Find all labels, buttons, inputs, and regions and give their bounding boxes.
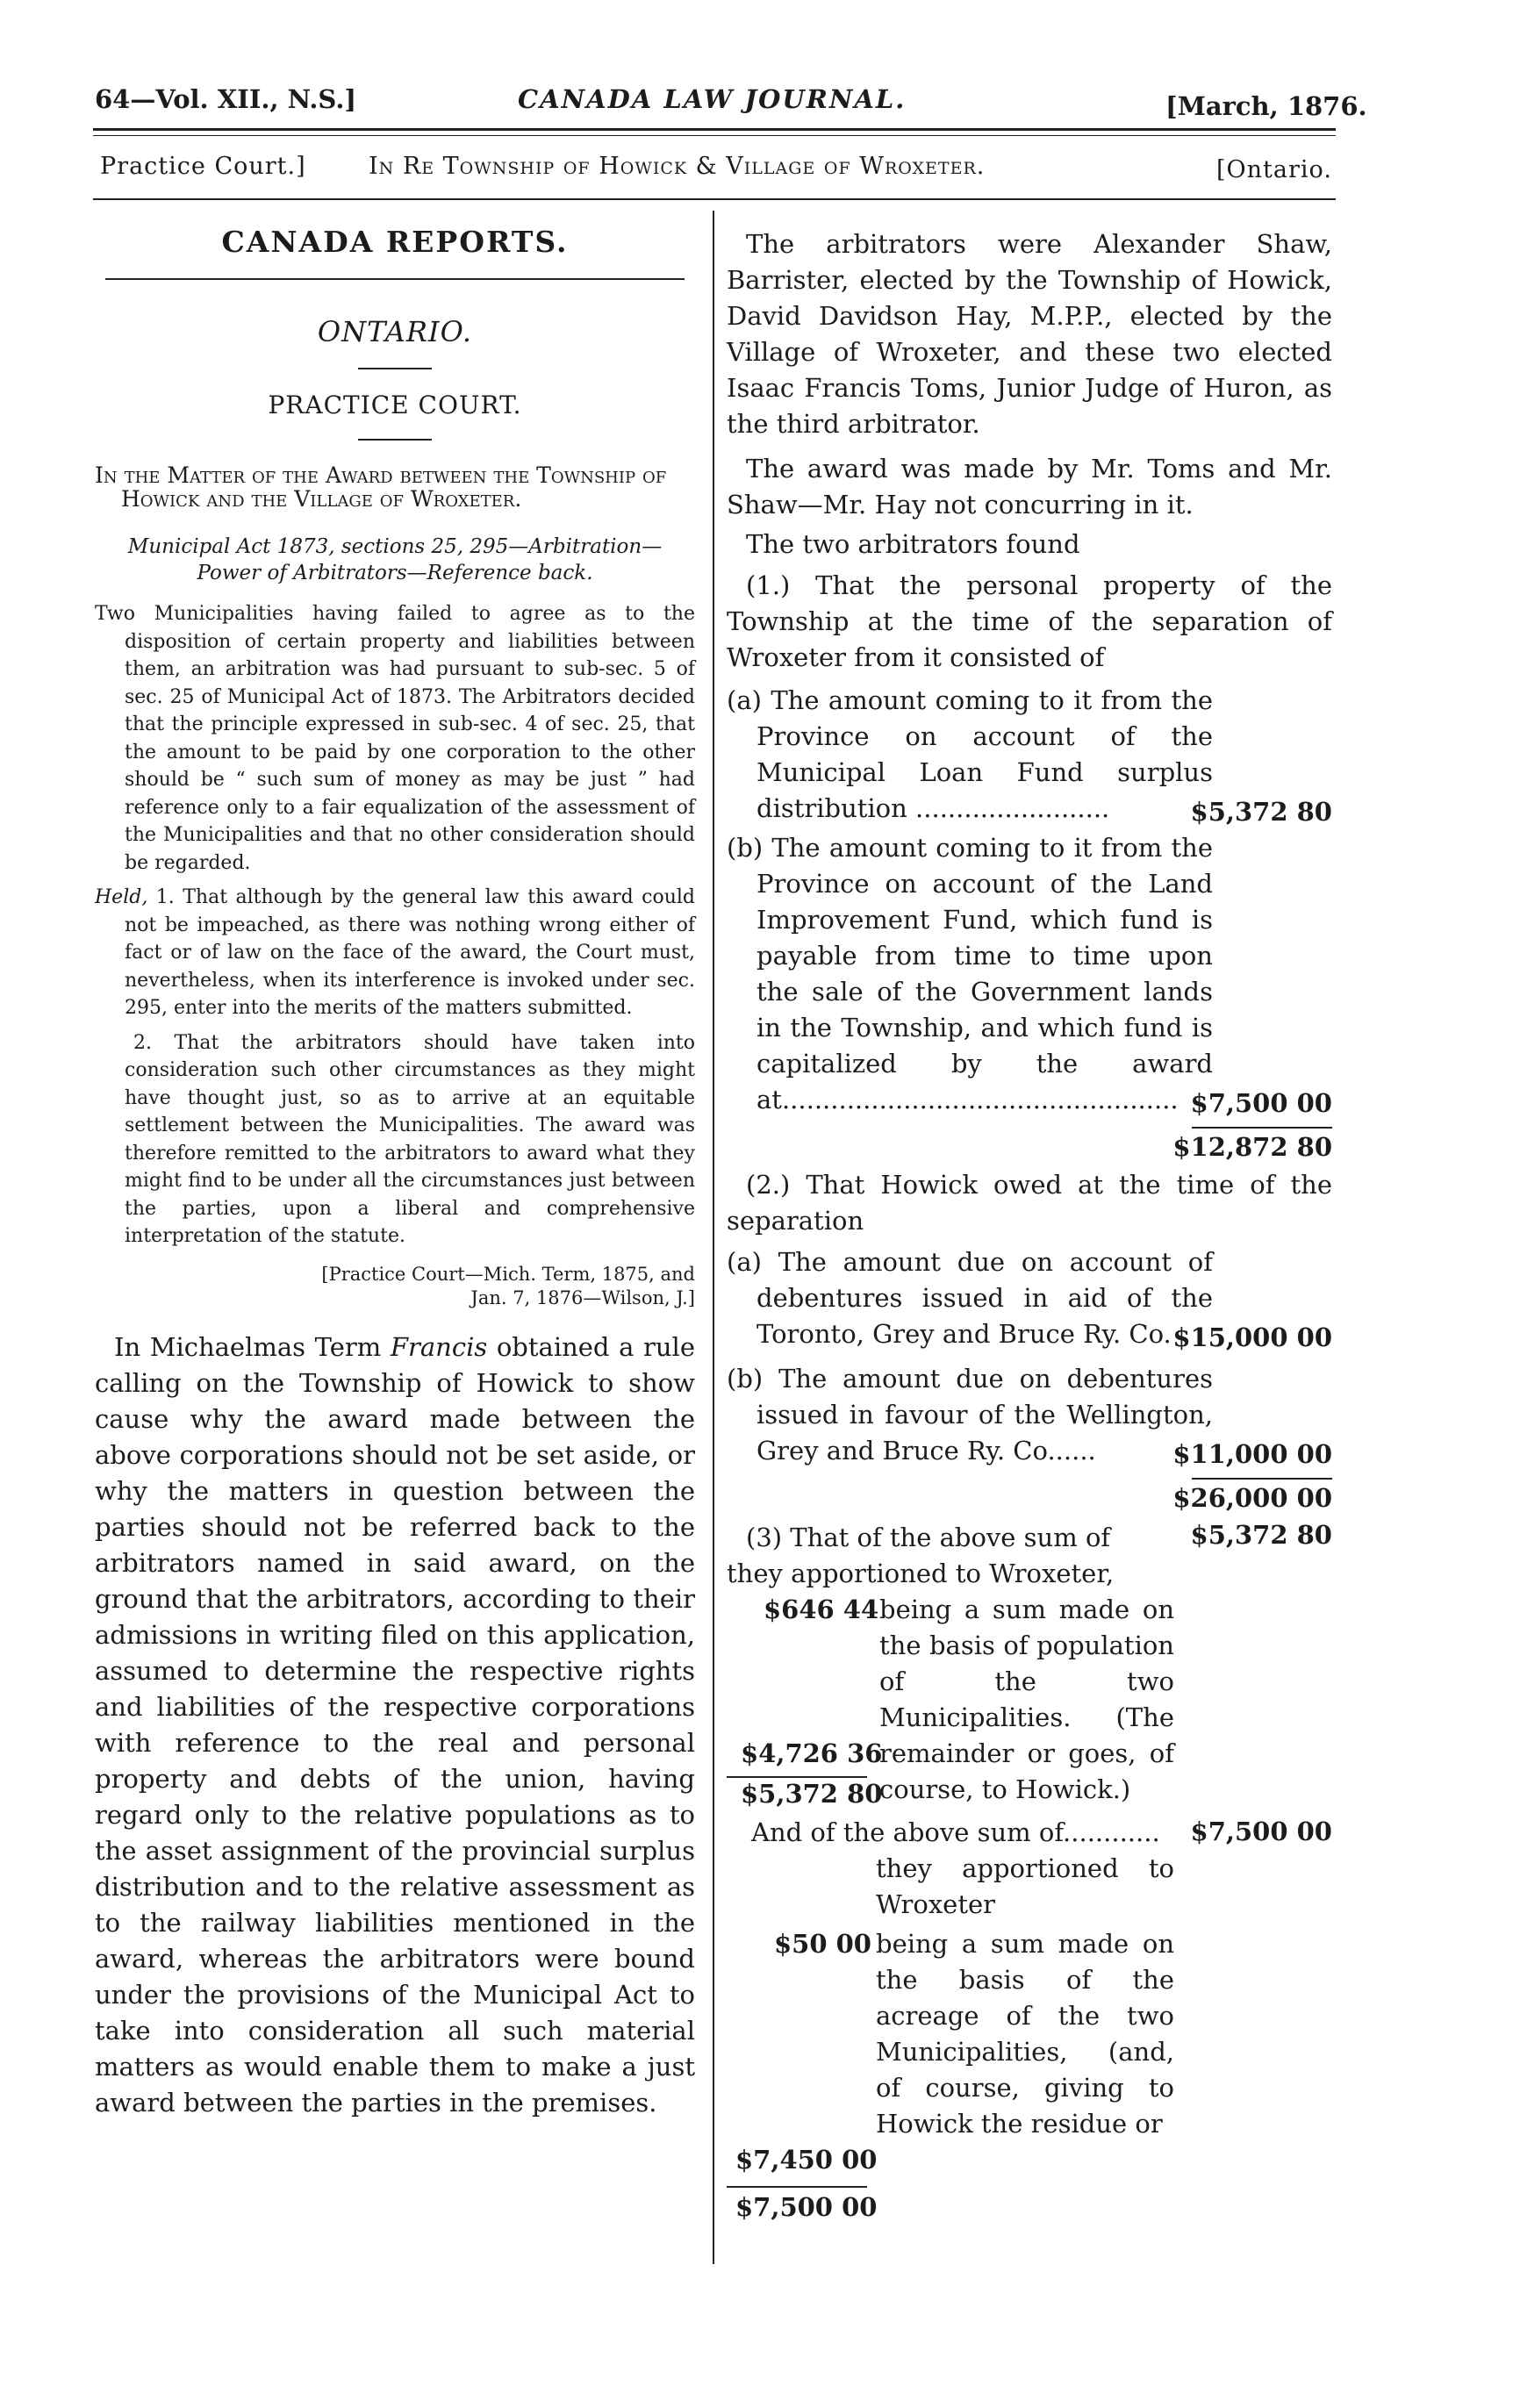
province-label: [Ontario. (1216, 156, 1332, 183)
item-2b-row (727, 1361, 1332, 1469)
header-rule-top (93, 128, 1336, 131)
held-1 (95, 884, 695, 1022)
item-1a-row (727, 683, 1332, 827)
finding-4-row (727, 1815, 1332, 1851)
citation-line-1: [Practice Court—Mich. Term, 1875, and (321, 1263, 695, 1285)
total-1: $12,872 80 (1172, 1132, 1332, 1162)
page-volume: 64—Vol. XII., N.S.] (95, 84, 357, 114)
finding-4-cont: they apportioned to Wroxeter (876, 1853, 1174, 1919)
item-1a: (a) The amount coming to it from the Province on account of the Municipal Loan Fund surplus distribution ........................ (727, 685, 1213, 823)
header-rule-bottom (93, 135, 1336, 136)
amount-4: $7,500 00 (1190, 1817, 1332, 1846)
amount-1a: $5,372 80 (1190, 797, 1332, 827)
item-2b: (b) The amount due on debentures issued in favour of the Wellington, Grey and Bruce Ry. Co...... (727, 1364, 1213, 1466)
total-2: $26,000 00 (1172, 1483, 1332, 1513)
body-paragraph (95, 1329, 695, 2121)
column-divider (713, 211, 714, 2264)
section-rule (105, 278, 685, 280)
court-label: Practice Court.] (100, 153, 306, 180)
headnote: Two Municipalities having failed to agree as to the disposition of certain property and liabilities between them, an arbitration was had pursuant to sub-sec. 5 of sec. 25 of Municipal Act of 1873. The Arbitrators decided that the principle expressed in sub-sec. 4 of sec. 25, that the amount to be paid by one corporation to the other should be “ such sum of money as may be just ” had reference only to a fair equalization of the assessment of the Municipalities and that no other consideration should be regarded. (95, 603, 695, 874)
finding-3: (3) That of the above sum of (746, 1523, 1111, 1552)
held-1-text: 1. That although by the general law this award could not be impeached, as there was nothing wrong either of fact or of law on the face of the award, the Court must, nevertheless, when its interference is invoked under sec. 295, enter into the merits of the matters submitted. (125, 886, 695, 1019)
amount-2b: $11,000 00 (1172, 1439, 1332, 1469)
statute-line-2: Power of Arbitrators—Reference back. (197, 562, 593, 584)
body-rest: obtained a rule calling on the Township of Howick to show cause why the award made between the above corporations should not be set aside, or why the matters in question between the parties should not be referred back to the arbitrators named in said award, on the ground that the arbitrators, according to their admissions in writing filed on this application, assumed to determine the respective rights and liabilities of the respective corporations with reference to the real and personal property and debts of the union, having regard only to the relative populations as to the asset assignment of the provincial surplus distribution and to the relative assessment as to the railway liabilities mentioned in the award, whereas the arbitrators were bound under the provisions of the Municipal Act to take into consideration all such material matters as would enable them to make a just award between the parties in the premises. (95, 1331, 695, 2118)
found-paragraph: The two arbitrators found (746, 529, 1080, 559)
total-1-row (727, 1129, 1332, 1167)
citation-line-2: Jan. 7, 1876—Wilson, J.] (470, 1286, 695, 1308)
subheader-rule (93, 198, 1336, 200)
issue-date: [March, 1876. (1165, 91, 1367, 121)
item-1b-row (727, 830, 1332, 1118)
award-paragraph: The award was made by Mr. Toms and Mr. Shaw—Mr. Hay not concurring in it. (727, 454, 1332, 520)
court-title: PRACTICE COURT. (268, 391, 522, 419)
right-column (727, 226, 1332, 2225)
finding-3-row (727, 1520, 1332, 1556)
wroxeter-population-amount: $646 44 (764, 1595, 879, 1624)
held-label: Held, (95, 886, 148, 908)
amount-1b: $7,500 00 (1190, 1088, 1332, 1118)
acreage-split-rule (727, 2186, 867, 2188)
section-title: CANADA REPORTS. (221, 225, 569, 259)
population-basis-text: being a sum made on the basis of population of the two Municipalities. (The remainder or goes, of course, to Howick.) (879, 1595, 1174, 1804)
finding-2: (2.) That Howick owed at the time of the separation (727, 1170, 1332, 1236)
item-1b: (b) The amount coming to it from the Province on account of the Land Improvement Fund, which fund is payable from time to time upon the sale of the Government lands in the Township, and which fund is capitalized by the award at................................................. (727, 833, 1213, 1114)
population-split-total: $5,372 80 (741, 1779, 883, 1809)
journal-title: CANADA LAW JOURNAL. (518, 84, 907, 114)
arbitrators-paragraph: The arbitrators were Alexander Shaw, Barrister, elected by the Township of Howick, David Davidson Hay, M.P.P., elected by the Village of Wroxeter, and these two elected Isaac Francis Toms, Junior Judge of Huron, as the third arbitrator. (727, 229, 1332, 439)
case-running-title: In Re Township of Howick & Village of Wroxeter. (369, 153, 986, 180)
province-title: ONTARIO. (317, 315, 473, 348)
population-split (727, 1592, 1332, 1808)
body-start: In Michaelmas Term (114, 1331, 391, 1362)
finding-1: (1.) That the personal property of the Township at the time of the separation of Wroxeter from it consisted of (727, 570, 1332, 672)
statute-reference (95, 534, 695, 586)
total-2-row (727, 1480, 1332, 1518)
held-2: 2. That the arbitrators should have taken into consideration such other circumstances as they might have thought just, so as to arrive at an equitable settlement between the Municipalities. The award was therefore remitted to the arbitrators to award what they might find to be under all the circumstances just between the parties, upon a liberal and comprehensive interpretation of the statute. (125, 1031, 695, 1247)
acreage-split (727, 1926, 1332, 2225)
finding-4: And of the above sum of............ (751, 1817, 1160, 1847)
howick-acreage-amount: $7,450 00 (735, 2145, 878, 2175)
province-rule (358, 368, 432, 369)
amount-2a: $15,000 00 (1172, 1322, 1332, 1352)
court-rule (358, 439, 432, 441)
wroxeter-acreage-amount: $50 00 (774, 1929, 871, 1959)
item-2a-row (727, 1244, 1332, 1352)
counsel-name: Francis (390, 1331, 488, 1362)
acreage-split-total: $7,500 00 (735, 2192, 878, 2222)
citation (95, 1263, 695, 1310)
item-2a: (a) The amount due on account of debentures issued in aid of the Toronto, Grey and Bruce Ry. Co. (727, 1247, 1213, 1349)
statute-line-1: Municipal Act 1873, sections 25, 295—Arbitration— (127, 535, 663, 558)
left-column (95, 219, 695, 2121)
howick-population-amount: $4,726 36 (741, 1738, 883, 1768)
case-title: In the Matter of the Award between the Township of Howick and the Village of Wroxeter. (95, 462, 667, 512)
acreage-basis-text: being a sum made on the basis of the acreage of the two Municipalities, (and, of course, giving to Howick the residue or (876, 1929, 1174, 2139)
amount-3: $5,372 80 (1190, 1520, 1332, 1550)
finding-3-cont: they apportioned to Wroxeter, (727, 1559, 1115, 1588)
